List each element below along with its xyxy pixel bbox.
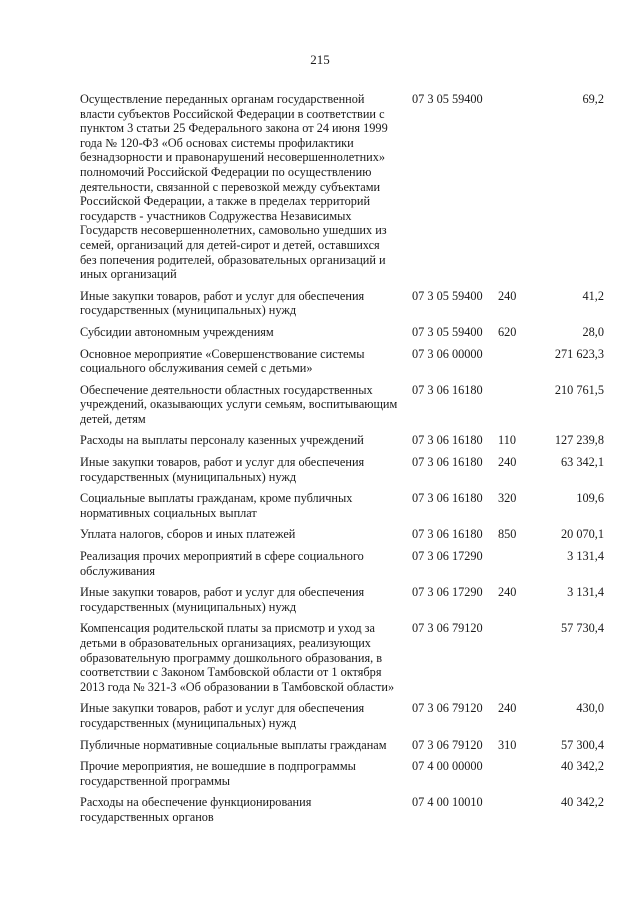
table-row bbox=[80, 795, 604, 824]
target-article-code: 07 4 00 00000 bbox=[412, 759, 483, 774]
expense-type-code: 850 bbox=[498, 527, 517, 542]
table-row bbox=[80, 585, 604, 614]
amount: 430,0 bbox=[576, 701, 604, 716]
amount: 127 239,8 bbox=[554, 433, 604, 448]
expense-type-code: 310 bbox=[498, 737, 517, 752]
table-row bbox=[80, 701, 604, 730]
target-article-code: 07 3 06 16180 bbox=[412, 455, 483, 470]
table-row bbox=[80, 549, 604, 578]
expense-type-code: 240 bbox=[498, 701, 517, 716]
expense-name: Иные закупки товаров, работ и услуг для обеспечения государственных (муниципальных) нужд bbox=[80, 701, 365, 730]
expense-name: Обеспечение деятельности областных государственных учреждений, оказывающих услуги семьям, воспитывающим детей, детям bbox=[80, 382, 398, 426]
expense-name: Социальные выплаты гражданам, кроме публичных нормативных социальных выплат bbox=[80, 491, 353, 520]
amount: 40 342,2 bbox=[560, 759, 604, 774]
expense-name: Публичные нормативные социальные выплаты гражданам bbox=[80, 737, 387, 752]
table-row bbox=[80, 289, 604, 318]
expense-type-code: 620 bbox=[498, 324, 517, 339]
expense-name: Расходы на обеспечение функционирования государственных органов bbox=[80, 795, 312, 824]
target-article-code: 07 3 06 79120 bbox=[412, 701, 483, 716]
target-article-code: 07 3 06 17290 bbox=[412, 585, 483, 600]
target-article-code: 07 3 06 17290 bbox=[412, 549, 483, 564]
amount: 109,6 bbox=[576, 491, 604, 506]
expense-name: Реализация прочих мероприятий в сфере социального обслуживания bbox=[80, 549, 364, 578]
target-article-code: 07 3 05 59400 bbox=[412, 324, 483, 339]
expense-name: Субсидии автономным учреждениям bbox=[80, 324, 274, 339]
expense-name: Основное мероприятие «Совершенствование системы социального обслуживания семей с детьми» bbox=[80, 346, 365, 376]
expense-name: Иные закупки товаров, работ и услуг для обеспечения государственных (муниципальных) нужд bbox=[80, 455, 365, 484]
expense-type-code: 240 bbox=[498, 455, 517, 470]
table-row bbox=[80, 759, 604, 788]
table-row bbox=[80, 325, 604, 340]
target-article-code: 07 3 05 59400 bbox=[412, 92, 483, 106]
table-row bbox=[80, 433, 604, 448]
expense-type-code: 240 bbox=[498, 288, 517, 303]
target-article-code: 07 3 05 59400 bbox=[412, 288, 483, 303]
target-article-code: 07 3 06 16180 bbox=[412, 491, 483, 506]
expense-name: Иные закупки товаров, работ и услуг для обеспечения государственных (муниципальных) нужд bbox=[80, 288, 365, 318]
amount: 28,0 bbox=[582, 324, 604, 339]
amount: 40 342,2 bbox=[560, 795, 604, 810]
page-number: 215 bbox=[310, 52, 330, 67]
target-article-code: 07 3 06 16180 bbox=[412, 433, 483, 448]
expense-name: Осуществление переданных органам государственной власти субъектов Российской Федерации в соответствии с пунктом 3 статьи 25 Федерального закона от 24 июня 1999 года № 120-ФЗ «Об основах системы профилактики безнадзорности и правонарушений несовершеннолетних» полномочий Российской Федерации по осуществлению деятельности, связанной с перевозкой между субъектами Российской Федерации, а также в пределах территорий государств - участников Содружества Независимых Государств несовершеннолетних, самовольно ушедших из семей, организаций для детей-сирот и детей, оставшихся без попечения родителей, образовательных организаций и иных организаций bbox=[80, 92, 388, 282]
amount: 57 730,4 bbox=[560, 621, 604, 636]
amount: 20 070,1 bbox=[560, 527, 604, 542]
table-row bbox=[80, 347, 604, 376]
expense-name: Иные закупки товаров, работ и услуг для обеспечения государственных (муниципальных) нужд bbox=[80, 585, 365, 614]
target-article-code: 07 3 06 00000 bbox=[412, 346, 483, 361]
target-article-code: 07 3 06 16180 bbox=[412, 382, 483, 397]
amount: 41,2 bbox=[582, 288, 604, 303]
amount: 3 131,4 bbox=[567, 585, 604, 600]
target-article-code: 07 4 00 10010 bbox=[412, 795, 483, 810]
expense-name: Компенсация родительской платы за присмотр и уход за детьми в образовательных организациях, реализующих образовательную программу дошкольного образования, в соответствии с Законом Тамбовской области от 1 октября 2013 года № 321-З «Об образовании в Тамбовской области» bbox=[80, 621, 395, 694]
expense-type-code: 320 bbox=[498, 491, 517, 506]
expense-name: Прочие мероприятия, не вошедшие в подпрограммы государственной программы bbox=[80, 759, 356, 788]
target-article-code: 07 3 06 16180 bbox=[412, 527, 483, 542]
budget-table bbox=[80, 92, 604, 832]
table-row bbox=[80, 455, 604, 484]
table-row bbox=[80, 527, 604, 542]
table-row bbox=[80, 383, 604, 427]
table-row bbox=[80, 621, 604, 694]
amount: 3 131,4 bbox=[567, 549, 604, 564]
amount: 63 342,1 bbox=[560, 455, 604, 470]
expense-name: Расходы на выплаты персоналу казенных учреждений bbox=[80, 433, 364, 448]
expense-type-code: 110 bbox=[498, 433, 516, 448]
amount: 57 300,4 bbox=[560, 737, 604, 752]
target-article-code: 07 3 06 79120 bbox=[412, 737, 483, 752]
expense-name: Уплата налогов, сборов и иных платежей bbox=[80, 527, 296, 542]
table-row bbox=[80, 92, 604, 282]
amount: 271 623,3 bbox=[554, 346, 604, 361]
amount: 210 761,5 bbox=[554, 382, 604, 397]
table-row bbox=[80, 738, 604, 753]
target-article-code: 07 3 06 79120 bbox=[412, 621, 483, 636]
table-row bbox=[80, 491, 604, 520]
expense-type-code: 240 bbox=[498, 585, 517, 600]
amount: 69,2 bbox=[582, 92, 604, 106]
